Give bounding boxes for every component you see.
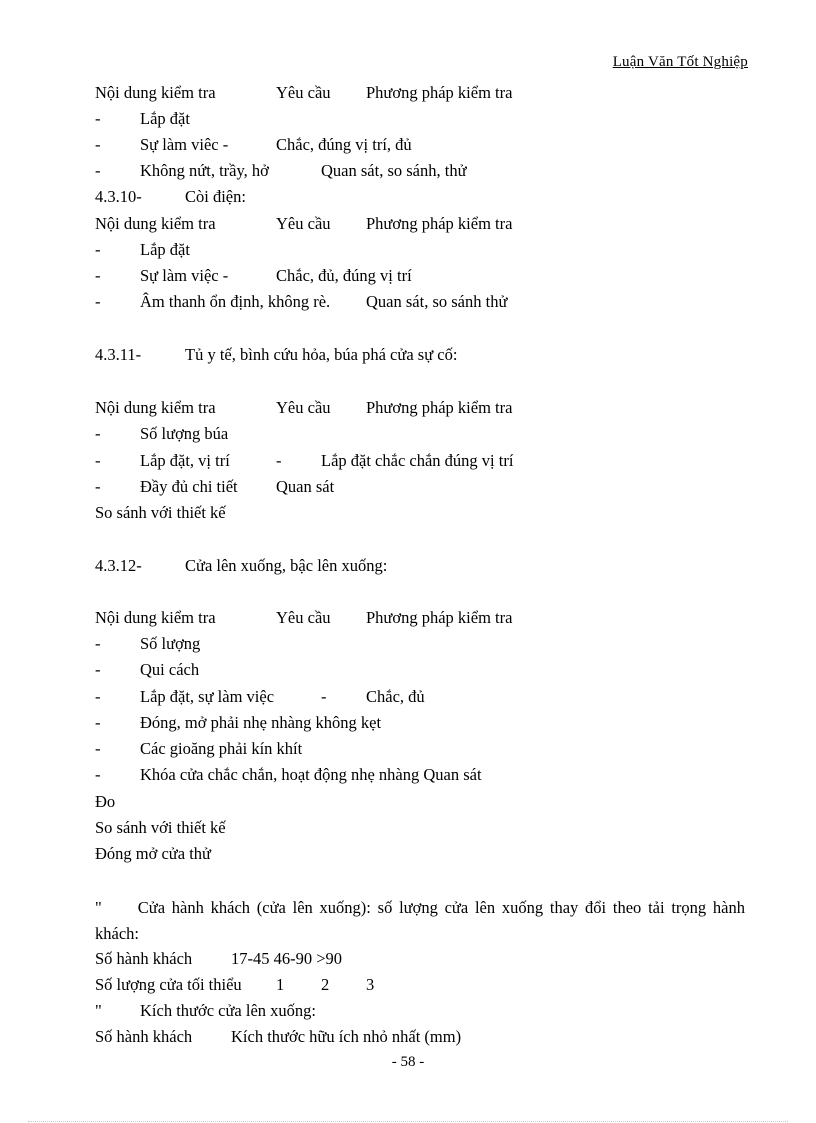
dash: - — [95, 135, 101, 154]
section-title: Tủ y tế, bình cứu hỏa, búa phá cửa sự cố: — [185, 345, 458, 364]
section-title: Cửa lên xuống, bậc lên xuống: — [185, 556, 388, 575]
page-number: - 58 - — [391, 1054, 425, 1070]
dash: - — [321, 687, 327, 706]
col-requirement: Yêu cầu — [276, 83, 331, 102]
dash: - — [95, 687, 101, 706]
dash: - — [95, 292, 101, 311]
section-title: Còi điện: — [185, 187, 246, 206]
paragraph: " Cửa hành khách (cửa lên xuống): số lượng cửa lên xuống thay đổi theo tải trọng hành khách: — [95, 898, 745, 943]
dash: - — [95, 161, 101, 180]
dash: - — [276, 451, 282, 470]
bullet-mark: " — [95, 898, 102, 917]
section-number: 4.3.10- — [95, 187, 142, 206]
dash: - — [95, 451, 101, 470]
page-border — [28, 1121, 788, 1122]
section-number: 4.3.12- — [95, 556, 142, 575]
dash: - — [95, 240, 101, 259]
document-page: Luận Văn Tốt Nghiệp Nội dung kiểm tra Yêu cầu Phương pháp kiểm tra - Lắp đặt - Sự làm viêc - Chắc, đúng vị trí, đủ - Không nứt, trầy, hở Quan sát, so sánh, thử 4.3.10- Còi điện: Nội dung kiểm tra Yêu cầu Phương pháp kiểm tra - Lắp đặt - Sự làm việc - Chắc, đủ, đúng vị trí - Âm thanh ổn định, không rè. Quan sát, so sánh thử 4.3.11- Tủ y tế, bình cứu hỏa, búa phá cửa sự cố: Nội dung kiểm tra Yêu cầu Phương pháp kiểm tra - Số lượng búa - Lắp đặt, vị trí - Lắp đặt chắc chắn đúng vị trí - Đầy đủ chi tiết Quan sát So sánh với thiết kế 4.3.12- Cửa lên xuống, bậc lên xuống: Nội dung kiểm tra Yêu cầu Phương pháp kiểm tra - Số lượng - Qui cách - Lắp đặt, sự làm việc - Chắc, đủ - Đóng, mở phải nhẹ nhàng không kẹt - Các gioăng phải kín khít - Khóa cửa chắc chắn, hoạt động nhẹ nhàng Quan sát Đo So sánh với thiết kế Đóng mở cửa thử " Cửa hành khách (cửa lên xuống): số lượng cửa lên xuống thay đổi theo tải trọng hành khách: Số hành khách 17-45 46-90 >90 Số lượng cửa tối thiểu 1 2 3 " Kích thước cửa lên xuống: Số hành khách Kích thước hữu ích nhỏ nhất (mm) - 58 - — [0, 0, 816, 1123]
col-content: Nội dung kiểm tra — [95, 83, 216, 102]
dash: - — [95, 765, 101, 784]
bullet-mark: " — [95, 1001, 102, 1020]
dash: - — [95, 739, 101, 758]
dash: - — [95, 477, 101, 496]
dash: - — [95, 660, 101, 679]
dash: - — [95, 713, 101, 732]
section-number: 4.3.11- — [95, 345, 142, 364]
dash: - — [95, 424, 101, 443]
dash: - — [95, 634, 101, 653]
dash: - — [95, 109, 101, 128]
running-header: Luận Văn Tốt Nghiệp — [612, 54, 748, 70]
dash: - — [95, 266, 101, 285]
col-method: Phương pháp kiểm tra — [366, 83, 513, 102]
